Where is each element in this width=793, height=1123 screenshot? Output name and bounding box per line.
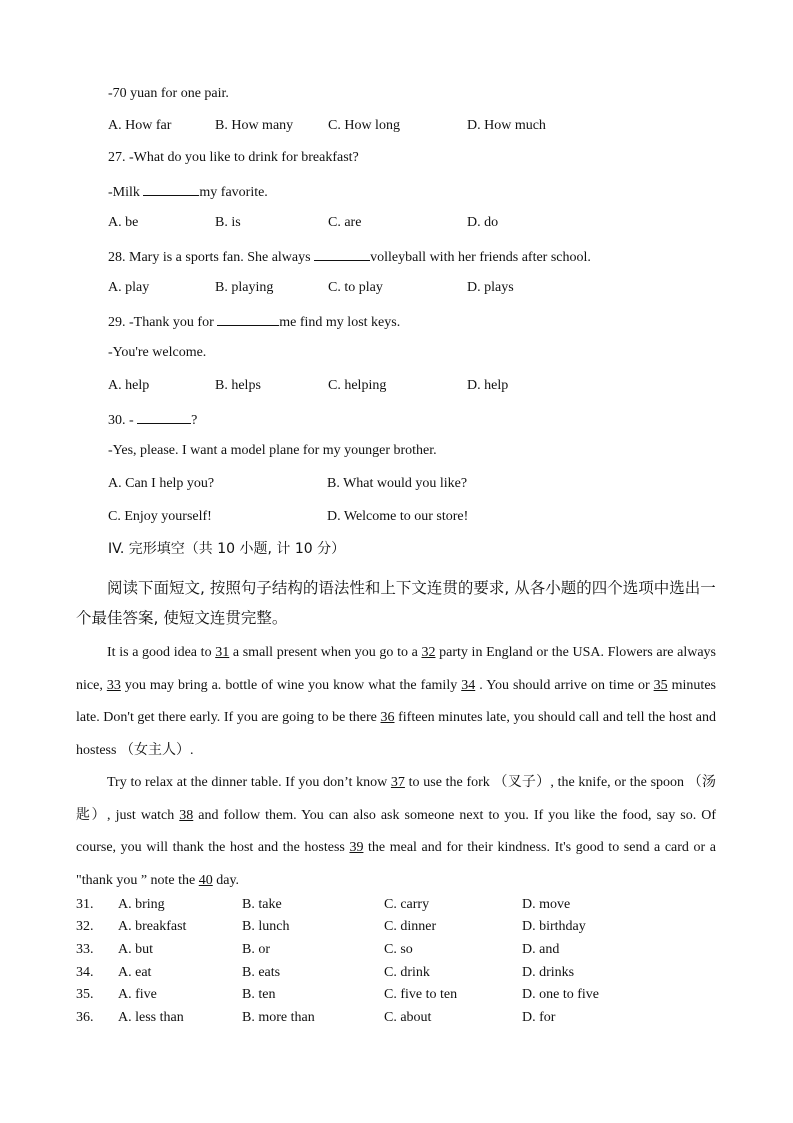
p2-text-1: Try to relax at the dinner table. If you don’t know — [107, 775, 391, 790]
q27-stem: 27. -What do you like to drink for breakfast? — [108, 150, 359, 165]
blank-38: 38 — [179, 807, 194, 823]
option-c: C. dinner — [384, 919, 437, 934]
p1-text-7: fifteen minutes late, you should call and tell the host and hostess （女主人）. — [76, 710, 716, 758]
q27-answer-line — [108, 181, 268, 203]
q27-answer-suffix: my favorite. — [199, 185, 268, 200]
p2-text-2: to use the fork （叉子）, the knife, or the spoon （汤匙）, just watch — [76, 775, 716, 823]
q30-answer: -Yes, please. I want a model plane for my younger brother. — [108, 443, 437, 458]
option-b: B. lunch — [242, 919, 290, 934]
q30-option-b: B. What would you like? — [327, 476, 468, 491]
q29-option-b: B. helps — [215, 378, 261, 393]
blank-37: 37 — [390, 775, 405, 790]
option-b: B. or — [242, 942, 270, 957]
q27-answer-prefix: -Milk — [108, 185, 144, 200]
option-a: A. five — [118, 987, 157, 1002]
p1-text-3: party in England or the USA. Flowers are always nice, — [76, 645, 716, 693]
option-c: C. about — [384, 1010, 432, 1025]
q26-option-b: B. How many — [215, 118, 294, 133]
cloze-paragraph-2 — [76, 767, 716, 897]
q30-option-c: C. Enjoy yourself! — [108, 509, 212, 524]
item-number: 33. — [76, 942, 94, 957]
option-c: C. drink — [384, 965, 430, 980]
blank-31: 31 — [215, 645, 230, 660]
q28-stem — [108, 246, 591, 268]
blank-33: 33 — [106, 677, 121, 693]
option-d: D. and — [522, 942, 560, 957]
q29-option-d: D. help — [467, 378, 509, 393]
q30-blank — [137, 409, 191, 424]
section-title: IV. 完形填空（共 10 小题, 计 10 分） — [108, 541, 346, 557]
option-a: A. less than — [118, 1010, 184, 1025]
option-b: B. more than — [242, 1010, 315, 1025]
option-b: B. eats — [242, 965, 281, 980]
option-c: C. so — [384, 942, 413, 957]
item-number: 36. — [76, 1010, 94, 1025]
option-a: A. eat — [118, 965, 152, 980]
option-a: A. bring — [118, 897, 165, 912]
blank-36: 36 — [380, 710, 395, 726]
item-number: 34. — [76, 965, 94, 980]
p1-text-6: minutes late. Don't get there early. If you are going to be there — [76, 677, 716, 726]
blank-35: 35 — [653, 677, 668, 693]
option-a: A. but — [118, 942, 153, 957]
q27-option-c: C. are — [328, 215, 362, 230]
q29-blank — [217, 311, 279, 326]
q26-option-c: C. How long — [328, 118, 400, 133]
q28-option-c: C. to play — [328, 280, 383, 295]
item-number: 32. — [76, 919, 94, 934]
q27-blank — [143, 181, 199, 196]
q28-blank — [314, 246, 370, 261]
option-d: D. birthday — [522, 919, 586, 934]
p2-text-4: the meal and for their kindness. It's good to send a card or a "thank you ” note the — [76, 840, 716, 888]
q30-stem-prefix: 30. - — [108, 413, 138, 428]
q27-option-a: A. be — [108, 215, 139, 230]
q30-stem-suffix: ? — [191, 413, 198, 428]
q26-option-a: A. How far — [108, 118, 172, 133]
q28-stem-prefix: 28. Mary is a sports fan. She always — [108, 250, 315, 265]
option-d: D. for — [522, 1010, 556, 1025]
option-d: D. drinks — [522, 965, 575, 980]
q28-stem-suffix: volleyball with her friends after school. — [370, 250, 591, 265]
q29-answer: -You're welcome. — [108, 345, 207, 360]
cloze-paragraph-1 — [76, 637, 716, 767]
option-d: D. one to five — [522, 987, 599, 1002]
section-instructions: 阅读下面短文, 按照句子结构的语法性和上下文连贯的要求, 从各小题的四个选项中选出一个最佳答案, 使短文连贯完整。 — [76, 579, 716, 627]
q27-option-b: B. is — [215, 215, 241, 230]
q30-option-a: A. Can I help you? — [108, 476, 215, 491]
p1-text-4: you may bring a. bottle of wine you know what the family — [120, 677, 462, 693]
p2-text-3: and follow them. You can also ask someone next to you. If you like the food, say so. Of course, you will thank the host and the hostess — [76, 807, 716, 856]
option-b: B. ten — [242, 987, 276, 1002]
blank-40: 40 — [198, 872, 213, 888]
q26-answer-line: -70 yuan for one pair. — [108, 86, 229, 101]
p1-text-5: . You should arrive on time or — [475, 677, 654, 693]
p1-text-2: a small present when you go to a — [229, 645, 422, 660]
q27-option-d: D. do — [467, 215, 499, 230]
option-c: C. carry — [384, 897, 430, 912]
option-c: C. five to ten — [384, 987, 458, 1002]
q29-stem-prefix: 29. -Thank you for — [108, 315, 218, 330]
q30-option-d: D. Welcome to our store! — [327, 509, 469, 524]
q28-option-b: B. playing — [215, 280, 274, 295]
option-d: D. move — [522, 897, 571, 912]
blank-39: 39 — [349, 840, 364, 856]
option-a: A. breakfast — [118, 919, 187, 934]
q30-stem — [108, 409, 197, 431]
q29-option-c: C. helping — [328, 378, 387, 393]
blank-32: 32 — [421, 645, 436, 660]
option-b: B. take — [242, 897, 282, 912]
q28-option-a: A. play — [108, 280, 150, 295]
q29-stem-suffix: me find my lost keys. — [279, 315, 401, 330]
item-number: 31. — [76, 897, 94, 912]
q28-option-d: D. plays — [467, 280, 514, 295]
item-number: 35. — [76, 987, 94, 1002]
q29-stem — [108, 311, 400, 333]
q29-option-a: A. help — [108, 378, 150, 393]
q26-option-d: D. How much — [467, 118, 546, 133]
p2-text-5: day. — [212, 872, 240, 888]
blank-34: 34 — [461, 677, 476, 693]
p1-text-1: It is a good idea to — [107, 645, 216, 660]
